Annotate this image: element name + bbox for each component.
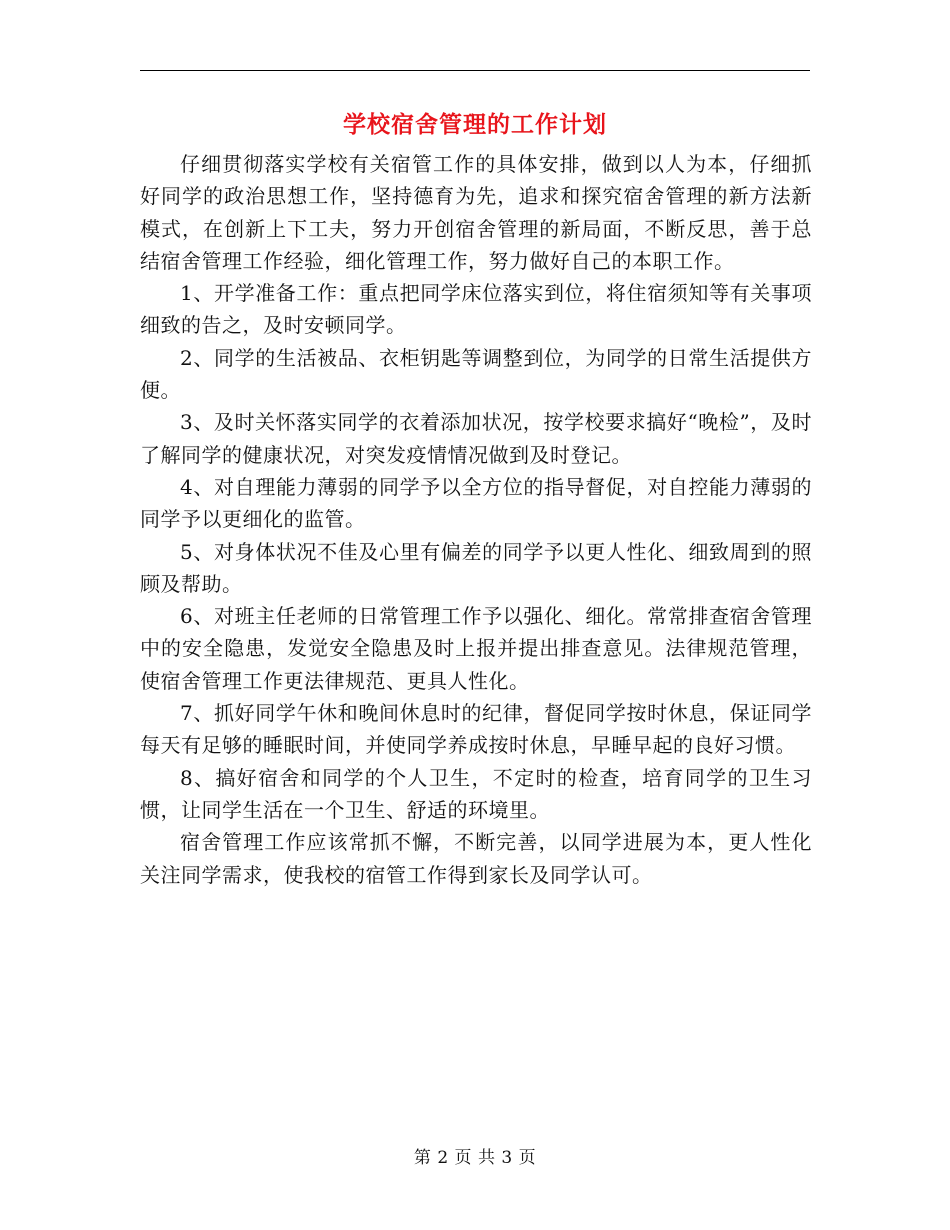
header-rule	[140, 70, 810, 71]
document-body	[140, 148, 812, 891]
paragraph-item-2: 2、同学的生活被品、衣柜钥匙等调整到位，为同学的日常生活提供方便。	[140, 345, 812, 403]
footer-current-page: 2	[437, 1148, 449, 1168]
page-number-footer	[0, 1147, 950, 1169]
paragraph-item-3: 3、及时关怀落实同学的衣着添加状况，按学校要求搞好“晚检”，及时了解同学的健康状况，对突发疫情情况做到及时登记。	[140, 410, 812, 467]
paragraph-conclusion: 宿舍管理工作应该常抓不懈，不断完善，以同学进展为本，更人性化关注同学需求，使我校的宿管工作得到家长及同学认可。	[140, 830, 812, 887]
paragraph-item-1: 1、开学准备工作：重点把同学床位落实到位，将住宿须知等有关事项细致的告之，及时安顿同学。	[140, 281, 812, 338]
paragraph-item-8: 8、搞好宿舍和同学的个人卫生，不定时的检查，培育同学的卫生习惯，让同学生活在一个卫生、舒适的环境里。	[140, 765, 812, 822]
paragraph-item-6: 6、对班主任老师的日常管理工作予以强化、细化。常常排查宿舍管理中的安全隐患，发觉安全隐患及时上报并提出排查意见。法律规范管理，使宿舍管理工作更法律规范、更具人性化。	[140, 604, 812, 693]
footer-total-pages: 3	[501, 1148, 513, 1168]
paragraph-item-7: 7、抓好同学午休和晚间休息时的纪律，督促同学按时休息，保证同学每天有足够的睡眠时间，并使同学养成按时休息，早睡早起的良好习惯。	[140, 701, 812, 758]
footer-prefix: 第	[413, 1148, 432, 1168]
paragraph-item-4: 4、对自理能力薄弱的同学予以全方位的指导督促，对自控能力薄弱的同学予以更细化的监管。	[140, 474, 812, 532]
paragraph-item-5: 5、对身体状况不佳及心里有偏差的同学予以更人性化、细致周到的照顾及帮助。	[140, 539, 812, 596]
footer-mid: 页 共	[454, 1148, 496, 1168]
paragraph-intro: 仔细贯彻落实学校有关宿管工作的具体安排，做到以人为本，仔细抓好同学的政治思想工作，坚持德育为先，追求和探究宿舍管理的新方法新模式，在创新上下工夫，努力开创宿舍管理的新局面，不断反思，善于总结宿舍管理工作经验，细化管理工作，努力做好自己的本职工作。	[140, 152, 812, 273]
footer-suffix: 页	[518, 1148, 537, 1168]
document-title: 学校宿舍管理的工作计划	[343, 111, 607, 138]
